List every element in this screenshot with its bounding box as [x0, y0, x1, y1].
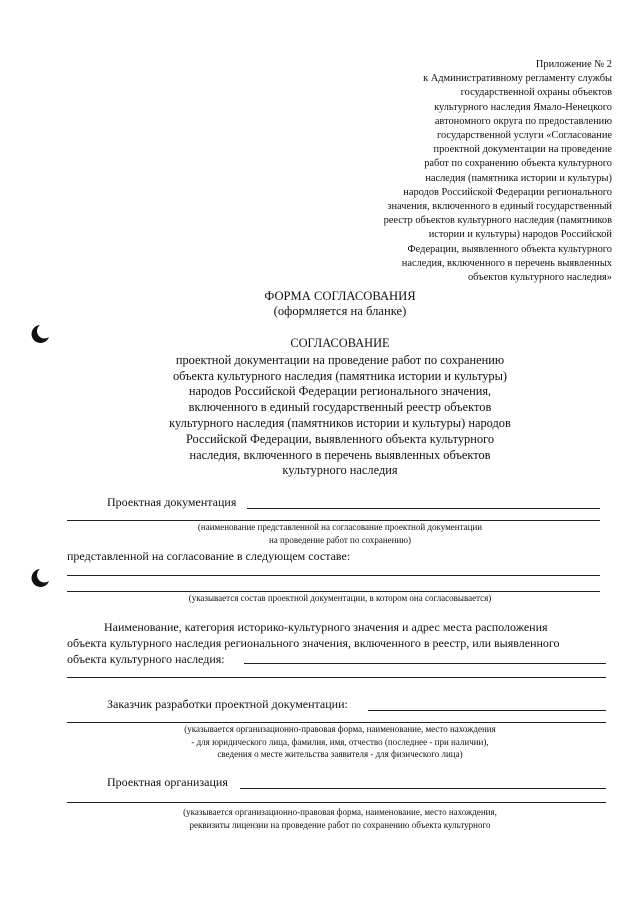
document-heading: СОГЛАСОВАНИЕ — [290, 336, 390, 350]
title-line: включенного в единый государственный реестр объектов — [188, 400, 492, 415]
annex-line: государственной охраны объектов — [460, 87, 612, 99]
title-line: культурного наследия — [282, 463, 398, 478]
composition-caption — [0, 592, 640, 605]
project-docs-label: Проектная документация — [107, 495, 237, 509]
caption-line: (наименование представленной на согласование проектной документации — [197, 522, 483, 532]
annex-line: истории и культуры) народов Российской — [428, 229, 612, 241]
annex-header — [312, 58, 612, 285]
object-line: Наименование, категория историко-культурного значения и адрес места расположения — [104, 620, 548, 634]
punch-hole-mark — [30, 568, 50, 588]
object-paragraph — [67, 619, 615, 668]
project-docs-caption — [0, 521, 640, 546]
annex-line: автономного округа по предоставлению — [434, 115, 612, 127]
org-blank-2[interactable] — [67, 802, 606, 803]
form-subheading: (оформляется на бланке) — [273, 304, 407, 318]
org-label: Проектная организация — [107, 775, 228, 789]
annex-line: к Административному регламенту службы — [423, 73, 612, 85]
annex-line: работ по сохранению объекта культурного — [424, 158, 612, 170]
org-caption — [0, 806, 640, 831]
annex-line: значения, включенного в единый государственный — [387, 201, 612, 213]
annex-line: Приложение № 2 — [535, 59, 612, 70]
object-blank[interactable] — [244, 663, 606, 664]
caption-line: реквизиты лицензии на проведение работ по сохранению объекта культурного — [189, 819, 491, 830]
project-docs-blank[interactable] — [247, 508, 600, 509]
caption-line: на проведение работ по сохранению) — [268, 534, 412, 545]
customer-caption — [0, 723, 640, 761]
form-title — [0, 289, 640, 319]
document-title — [0, 336, 640, 479]
composition-blank[interactable] — [67, 575, 600, 576]
caption-line: - для юридического лица, фамилия, имя, отчество (последнее - при наличии), — [191, 736, 489, 747]
caption-line: (указывается организационно-правовая форма, наименование, место нахождения, — [183, 807, 497, 817]
title-line: народов Российской Федерации регионального значения, — [188, 384, 492, 399]
object-line: объекта культурного наследия регионального значения, включенного в реестр, или выявленного — [67, 636, 560, 651]
object-blank-2[interactable] — [67, 677, 606, 678]
annex-line: наследия, включенного в перечень выявленных — [401, 257, 612, 269]
customer-label: Заказчик разработки проектной документации: — [107, 697, 348, 711]
title-line: проектной документации на проведение работ по сохранению — [175, 352, 505, 367]
annex-line: народов Российской Федерации регионального — [403, 186, 612, 198]
annex-line: Федерации, выявленного объекта культурного — [407, 243, 612, 255]
annex-line: реестр объектов культурного наследия (памятников — [383, 215, 612, 227]
composition-label: представленной на согласование в следующем составе: — [67, 549, 351, 563]
org-blank[interactable] — [240, 788, 606, 789]
annex-line: культурного наследия Ямало-Ненецкого — [434, 101, 612, 113]
title-line: объекта культурного наследия (памятника истории и культуры) — [172, 368, 508, 383]
form-heading: ФОРМА СОГЛАСОВАНИЯ — [264, 289, 416, 303]
caption-line: (указывается организационно-правовая форма, наименование, место нахождения — [184, 724, 496, 734]
customer-blank[interactable] — [368, 710, 606, 711]
annex-line: государственной услуги «Согласование — [436, 130, 612, 142]
title-line: Российской Федерации, выявленного объекта культурного — [185, 431, 495, 446]
caption-line: (указывается состав проектной документации, в котором она согласовывается) — [188, 593, 492, 603]
object-label: объекта культурного наследия: — [67, 652, 225, 667]
annex-line: проектной документации на проведение — [433, 144, 612, 156]
title-line: наследия, включенного в перечень выявленных объектов — [189, 447, 491, 462]
annex-line: наследия (памятника истории и культуры) — [425, 172, 612, 184]
caption-line: сведения о месте жительства заявителя - для физического лица) — [217, 749, 463, 760]
title-line: культурного наследия (памятников истории и культуры) народов — [169, 415, 511, 430]
annex-line: объектов культурного наследия» — [467, 272, 612, 284]
